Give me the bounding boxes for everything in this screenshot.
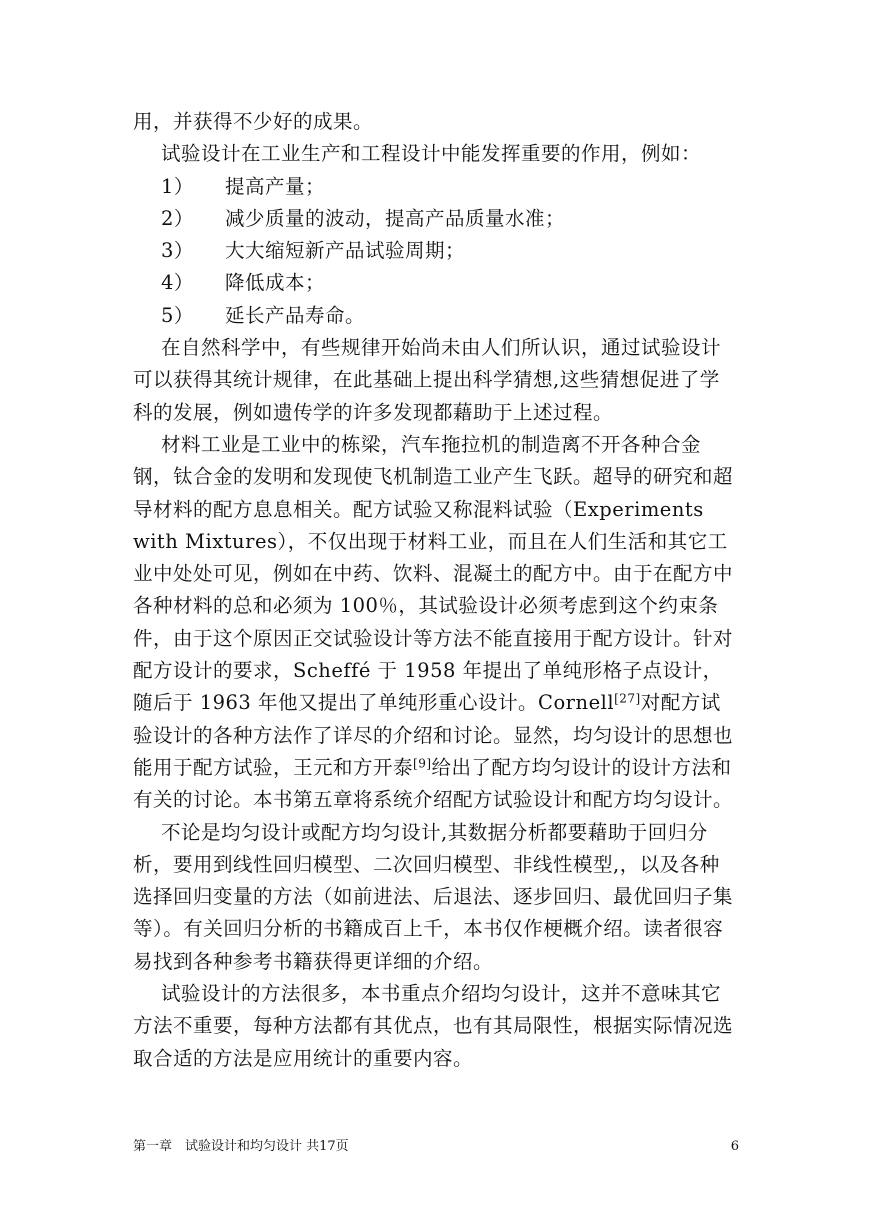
paragraph-methods: 试验设计的方法很多，本书重点介绍均匀设计，这并不意味其它方法不重要，每种方法都有其优点，也有其局限性，根据实际情况选取合适的方法是应用统计的重要内容。 [133,982,734,1070]
list-item [133,171,739,203]
list-item-text: 延长产品寿命。 [225,303,366,327]
paragraph-natural-science: 在自然科学中，有些规律开始尚未由人们所认识，通过试验设计可以获得其统计规律，在此基础上提出科学猜想,这些猜想促进了学科的发展，例如遗传学的许多发现都藉助于上述过程。 [133,336,722,424]
list-item [133,267,739,299]
list-item-text: 大大缩短新产品试验周期； [225,239,466,263]
list-item-text: 降低成本； [225,271,326,295]
citation-9: [9] [413,756,432,771]
paragraph-intro: 试验设计在工业生产和工程设计中能发挥重要的作用，例如： [161,142,702,166]
paragraph-materials-part2: 对配方试验设计的各种方法作了详尽的介绍和讨论。显然，均匀设计的思想也能用于配方试验，王元和方开泰 [133,691,734,779]
list-item-number: 4） [161,271,194,295]
list-item-number: 3） [161,239,194,263]
list-item [133,235,739,267]
citation-27: [27] [614,691,641,706]
footer-page-number: 6 [730,1139,739,1154]
list-item-text: 减少质量的波动，提高产品质量水准； [225,206,566,230]
paragraph-regression: 不论是均匀设计或配方均匀设计,其数据分析都要藉助于回归分析，要用到线性回归模型、二次回归模型、非线性模型,，以及各种选择回归变量的方法（如前进法、后退法、逐步回归、最优回归子集等）。有关回归分析的书籍成百上千，本书仅作梗概介绍。读者很容易找到各种参考书籍获得更详细的介绍。 [133,820,734,973]
body-text [133,106,739,1075]
paragraph-continuation: 用，并获得不少好的成果。 [133,110,374,133]
paragraph-materials [133,429,739,817]
list-item-text: 提高产量； [225,174,326,198]
list-item-number: 2） [161,206,194,230]
footer-chapter-title: 第一章 试验设计和均匀设计 共17页 [133,1139,349,1154]
list-item [133,203,739,235]
paragraph-materials-part1: 材料工业是工业中的栋梁，汽车拖拉机的制造离不开各种合金钢，钛合金的发明和发现使飞机制造工业产生飞跃。超导的研究和超导材料的配方息息相关。配方试验又称混料试验（Experiments with Mixtures），不仅出现于材料工业，而且在人们生活和其它工业中处处可见，例如在中药、饮料、混凝土的配方中。由于在配方中各种材料的总和必须为 100％，其试验设计必须考虑到这个约束条件，由于这个原因正交试验设计等方法不能直接用于配方设计。针对配方设计的要求，Scheffé 于 1958 年提出了单纯形格子点设计，随后于 1963 年他又提出了单纯形重心设计。Cornell [133,432,734,715]
list-item-number: 5） [161,303,194,327]
list-item [133,300,739,332]
list-item-number: 1） [161,174,194,198]
paragraph-materials-part3: 给出了配方均匀设计的设计方法和有关的讨论。本书第五章将系统介绍配方试验设计和配方均匀设计。 [133,755,734,812]
